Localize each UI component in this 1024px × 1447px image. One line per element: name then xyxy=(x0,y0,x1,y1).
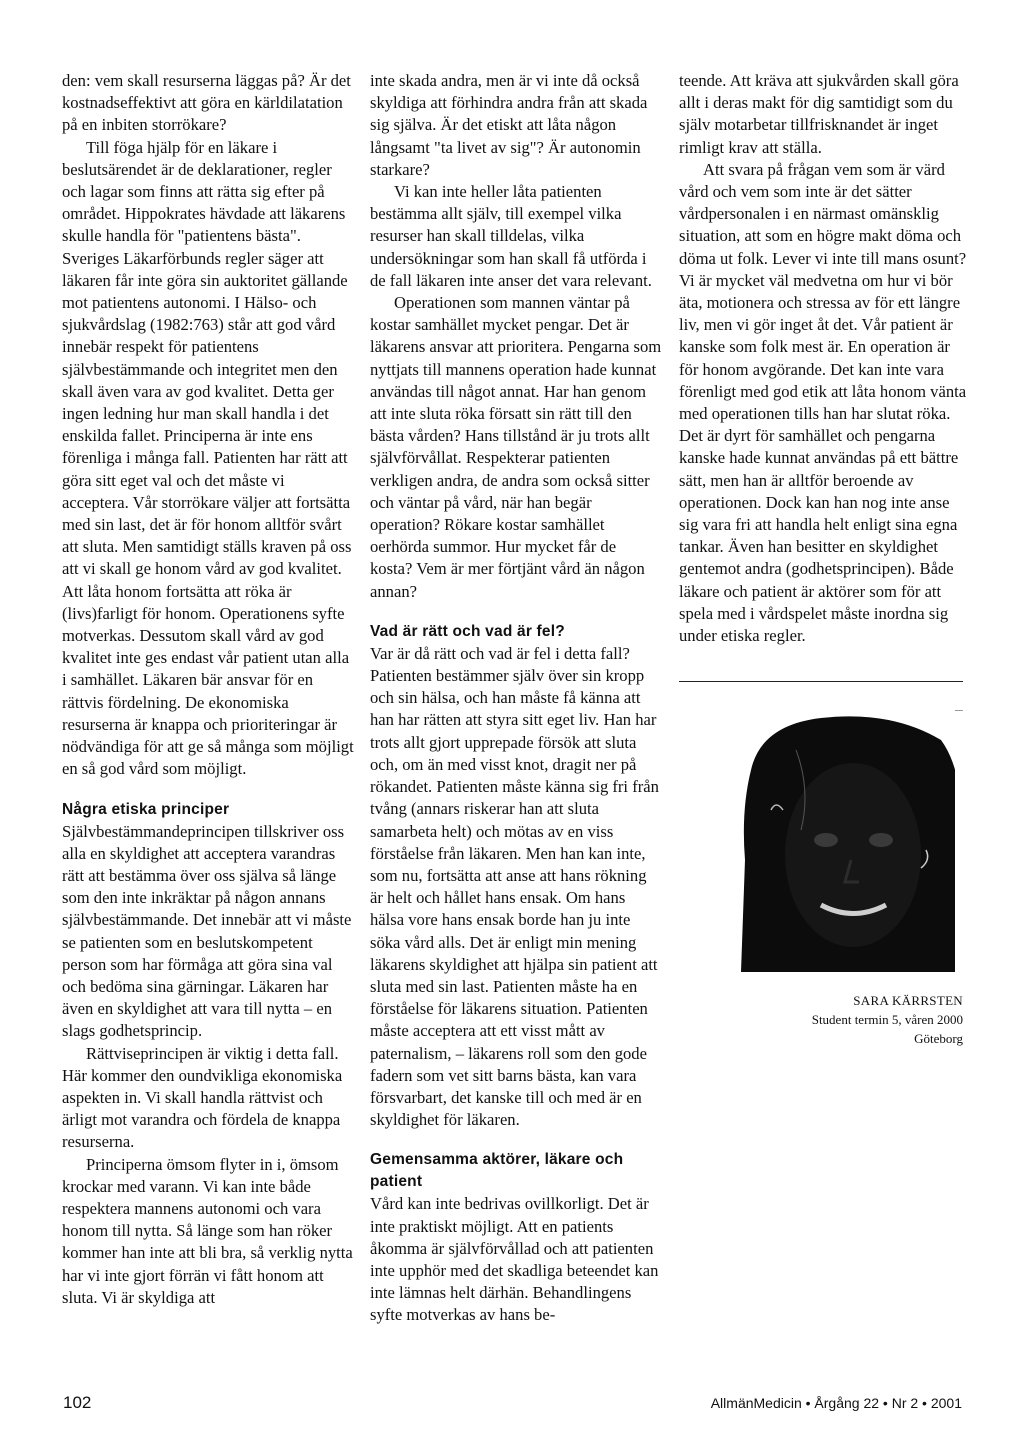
paragraph: Rättviseprincipen är viktig i detta fall. Här kommer den oundvikliga ekonomiska aspekten in. Vi skall handla rättvist och ärligt mot varandra och fördela de knappa resurserna. xyxy=(62,1043,343,1152)
author-caption xyxy=(741,991,963,1048)
page-number: 102 xyxy=(63,1393,92,1412)
paragraph: Operationen som mannen väntar på kostar samhället mycket pengar. Det är läkarens ansvar att prioritera. Pengarna som nyttjats till mannens operation hade kunnat användas till något annat. Har han genom att inte sluta röka försatt sin rätt till den bästa vården? Hans tillstånd är ju trots allt självförvållat. Respekterar patienten verkligen andra, de andra som också sitter och väntar på vård, när han begär operation? Rökare kostar samhället oerhörda summor. Hur mycket får de kosta? Vem är mer förtjänt vård än någon annan? xyxy=(370,293,662,601)
paragraph: Vård kan inte bedrivas ovillkorligt. Det är inte praktiskt möjligt. Att en patients åkomma är självförvållad och att patienten inte upphör med det skadliga beteendet kan inte lämnas helt därhän. Behandlingens syfte motverkas av hans be- xyxy=(370,1194,659,1325)
paragraph: inte skada andra, men är vi inte då också skyldiga att förhindra andra från att skada sig själva. Är det etiskt att låta någon långsamt "ta livet av sig"? Är autonomin starkare? xyxy=(370,71,648,179)
section-heading: Vad är rätt och vad är fel? xyxy=(370,622,565,640)
section-heading: Gemensamma aktörer, läkare och patient xyxy=(370,1151,624,1191)
paragraph: Principerna ömsom flyter in i, ömsom krockar med varann. Vi kan inte både respektera mannens autonomi och vara honom till nytta. Så länge som han röker kommer han inte att bli bra, så verklig nytta har vi inte gjort förrän vi fått honom att sluta. Vi är skyldiga att xyxy=(62,1154,353,1307)
paragraph: Var är då rätt och vad är fel i detta fall? Patienten bestämmer själv över sin kropp och sin hälsa, och han måste få känna att han har rätten att styra sitt eget liv. Han har trots allt gjort upprepade försök att sluta och, om än med visst knot, dragit ner på rökandet. Patienten måste känna sig fri från tvång (annars riskerar han att sluta samarbeta helt) och mötas av en viss förståelse från läkaren. Men han kan inte, som nu, fortsätta att anse att hans rökning är helt och hållet hans ensak. Om hans hälsa vore hans ensak borde han ju inte söka vård alls. Det är enligt min mening läkarens skyldighet att hjälpa sin patient att sluta med sin last. Patienten måste ha en förståelse för läkarens situation. Patienten måste acceptera att ett visst mått av paternalism, – läkarens roll som den gode fadern som vet sitt barns bästa, kan vara försvarbart, det kanske till och med är en skyldighet för läkaren. xyxy=(370,643,659,1130)
paragraph: Vi kan inte heller låta patienten bestämma allt själv, till exempel vilka resurser han skall tilldelas, vilka undersökningar som han skall få utförda i de fall läkaren inte anser det vara relevant. xyxy=(370,182,652,290)
column-1 xyxy=(62,70,354,1309)
journal-info: AllmänMedicin • Årgång 22 • Nr 2 • 2001 xyxy=(710,1395,962,1411)
author-affiliation: Student termin 5, våren 2000 xyxy=(811,1012,963,1027)
paragraph: Självbestämmandeprincipen tillskriver oss alla en skyldighet att acceptera varandras rätt att bestämma över oss själva så länge som den inte inkräktar på någon annans självbestämmande. Det innebär att vi måste se patienten som en beslutskompetent person som har förmåga att göra sina val och bedöma sina gärningar. Läkaren har även en skyldighet att vara till nytta – en slags godhetsprincip. xyxy=(62,821,352,1041)
paragraph: Till föga hjälp för en läkare i beslutsärendet är de deklarationer, regler och lagar som finns att rätta sig efter på området. Hippokrates hävdade att läkarens skulle handla för "patientens bästa". Sveriges Läkarförbunds regler säger att läkaren får inte göra sin auktoritet gällande mot patientens autonomi. I Hälso- och sjukvårdslag (1982:763) står att god vård innebär respekt för patientens självbestämmande och integritet men den skall även vara av god kvalitet. Detta ger ingen ledning hur man skall handla i det enskilda fallet. Principerna är inte ens förenliga i många fall. Patienten har rätt att göra sitt eget val och det måste vi acceptera. Vår storrökare väljer att fortsätta med sin last, det är för honom alltför svårt att sluta. Men samtidigt ställs kraven på oss att vi skall ge honom vård av god kvalitet. Att låta honom fortsätta att röka är (livs)farligt för honom. Operationens syfte motverkas. Dessutom skall vård av god kvalitet inte ges endast vår patient utan alla i samhället. Läkaren bär ansvar för en rättvis fördelning. De ekonomiska resurserna är knappa och prioriteringar är nödvändiga för att ge så många som möjligt en så god vård som möjligt. xyxy=(62,137,354,779)
column-3 xyxy=(679,70,971,647)
author-photo xyxy=(741,710,963,972)
author-name: SARA KÄRRSTEN xyxy=(853,993,963,1008)
divider-rule xyxy=(679,681,963,682)
column-2 xyxy=(370,70,662,1327)
paragraph: teende. Att kräva att sjukvården skall göra allt i deras makt för dig samtidigt som du själv motarbetar tillfrisknandet är inget rimligt krav att ställa. xyxy=(679,71,959,157)
paragraph: den: vem skall resurserna läggas på? Är det kostnadseffektivt att göra en kärldilatation på en inbiten storrökare? xyxy=(62,71,351,135)
paragraph: Att svara på frågan vem som är värd vård och vem som inte är det sätter vårdpersonalen i en närmast omänsklig situation, att som en högre makt döma och döma ut folk. Lever vi inte till mans osunt? Vi är mycket väl medvetna om hur vi bör äta, motionera och stressa av för ett längre liv, men vi gör inget åt det. Vår patient är kanske som folk mest är. En operation är för honom avgörande. Det kan inte vara förenligt med god etik att låta honom vänta med operationen tills han har slutat röka. Det är dyrt för samhället och pengarna kanske hade kunnat användas på ett bättre sätt, men han är alltför beroende av operationen. Dock kan han nog inte anse sig vara fri att handla helt enligt sina egna tankar. Även han besitter en skyldighet gentemot andra (godhetsprincipen). Både läkare och patient är aktörer som för att spela med i vårdspelet måste inordna sig under etiska regler. xyxy=(679,159,967,646)
author-city: Göteborg xyxy=(914,1031,963,1046)
section-heading: Några etiska principer xyxy=(62,800,230,818)
